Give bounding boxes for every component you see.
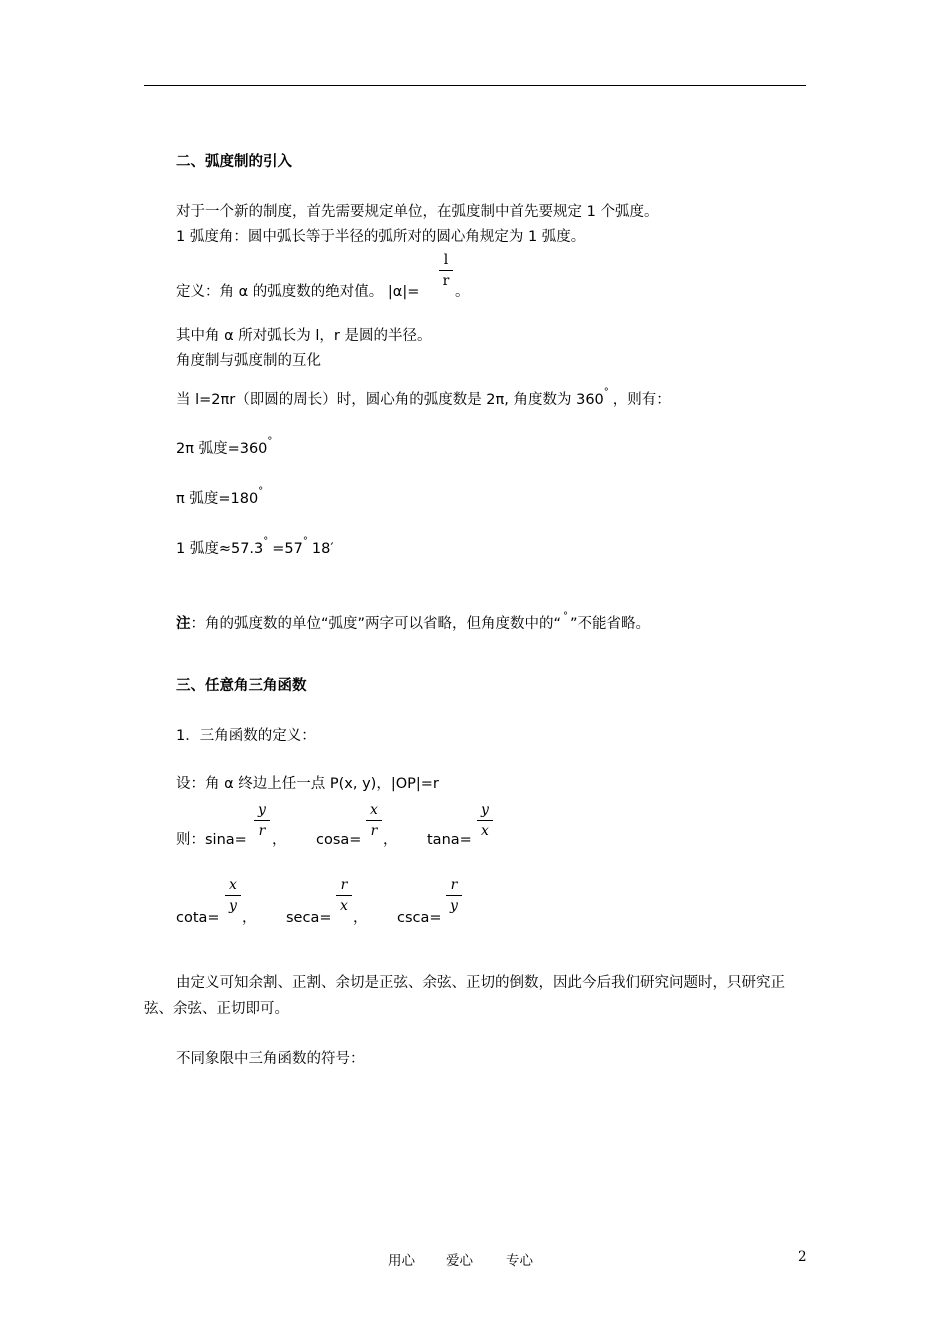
comma: ， [242,910,257,926]
full-circle-end: ，则有： [612,392,671,408]
fraction-numerator: x [229,877,237,893]
fraction-bar [254,820,270,821]
fraction-numerator: y [481,802,489,818]
fraction-denominator: y [450,898,458,914]
note-paragraph [176,607,650,634]
cos-fraction [366,801,382,840]
sin-fraction [254,801,270,840]
paragraph-arc-length: 其中角 α 所对弧长为 l，r 是圆的半径。 [176,328,432,344]
cot-fraction [225,876,241,915]
footer-motto-1: 用心 [388,1253,415,1269]
section-heading-trig: 三、任意角三角函数 [176,678,307,694]
header-rule [144,85,806,86]
cos-label: cosa= [316,832,362,848]
cot-label: cota= [176,910,220,926]
fraction-numerator: l [443,252,449,268]
note-label: 注 [176,616,191,632]
equation-one-radian-b: =57 [272,541,303,557]
definition-text: 定义：角 α 的弧度数的绝对值。 |α|= [176,284,420,300]
degree-symbol: ° [258,486,264,497]
equation-pi [176,482,263,509]
sin-label: 则：sina= [176,832,247,848]
paragraph-conversion-title: 角度制与弧度制的互化 [176,353,321,369]
footer-motto-2: 爱心 [446,1253,473,1269]
paragraph-reciprocal: 由定义可知余割、正割、余切是正弦、余弦、正切的倒数，因此今后我们研究问题时，只研究正弦、余弦、正切即可。 [144,975,785,1017]
fraction-bar [225,895,241,896]
footer-motto-3: 专心 [506,1253,533,1269]
subheading-definition: 1．三角函数的定义： [176,728,316,744]
paragraph-full-circle [176,383,671,410]
fraction-denominator: x [481,823,489,839]
equation-one-radian-a: 1 弧度≈57.3 [176,541,264,557]
comma: ， [272,832,287,848]
section-heading-radian: 二、弧度制的引入 [176,154,292,170]
comma: ， [383,832,398,848]
equation-pi-text: π 弧度=180 [176,491,259,507]
equation-2pi [176,432,272,459]
sec-fraction [336,876,352,915]
paragraph-setup: 设：角 α 终边上任一点 P(x, y)，|OP|=r [176,776,439,792]
paragraph-unit: 对于一个新的制度，首先需要规定单位，在弧度制中首先要规定 1 个弧度。 [176,204,659,220]
degree-symbol: ° [267,436,273,447]
comma: ， [353,910,368,926]
tan-label: tana= [427,832,472,848]
fraction-bar [477,820,493,821]
paragraph-one-radian: 1 弧度角：圆中弧长等于半径的弧所对的圆心角规定为 1 弧度。 [176,229,586,245]
full-circle-text: 当 l=2πr（即圆的周长）时，圆心角的弧度数是 2π, 角度数为 360 [176,392,604,408]
fraction-numerator: r [340,877,348,893]
fraction-denominator: y [229,898,237,914]
degree-symbol: ° [603,387,609,398]
csc-fraction [446,876,462,915]
definition-end: 。 [455,284,470,300]
fraction-denominator: r [370,823,378,839]
degree-symbol: ° [563,611,569,622]
csc-label: csca= [397,910,442,926]
degree-symbol: ° [263,536,269,547]
fraction-bar [446,895,462,896]
equation-one-radian-c: 18′ [311,541,334,557]
fraction-bar [336,895,352,896]
equation-one-radian [176,532,334,559]
fraction-denominator: r [258,823,266,839]
equation-2pi-text: 2π 弧度=360 [176,441,268,457]
tan-fraction [477,801,493,840]
note-text-a: ：角的弧度数的单位“弧度”两字可以省略，但角度数中的“ [190,616,562,632]
fraction-bar [439,270,453,271]
note-text-b: ”不能省略。 [570,616,651,632]
sec-label: seca= [286,910,332,926]
fraction-bar [366,820,382,821]
fraction-numerator: y [258,802,266,818]
paragraph-quadrant-signs: 不同象限中三角函数的符号： [176,1051,365,1067]
fraction-numerator: x [370,802,378,818]
definition-fraction [439,251,453,290]
page-number: 2 [798,1249,807,1265]
fraction-denominator: r [442,273,450,289]
degree-symbol: ° [302,536,308,547]
fraction-numerator: r [450,877,458,893]
fraction-denominator: x [340,898,348,914]
